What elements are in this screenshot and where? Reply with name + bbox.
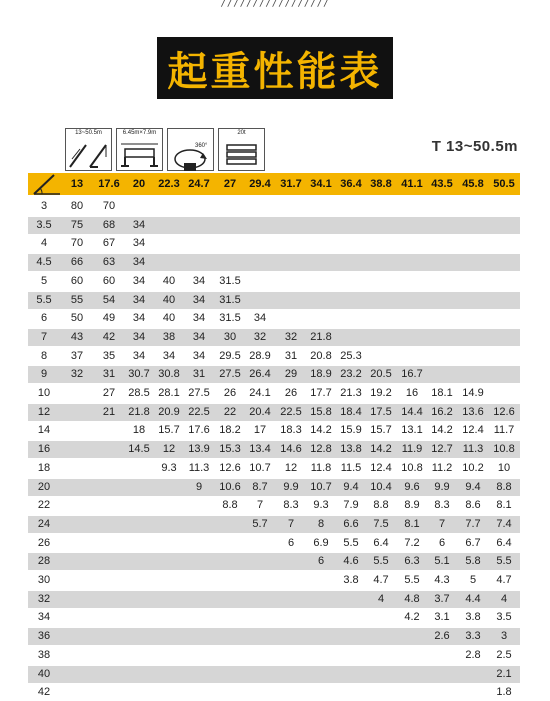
load-cell: 67 xyxy=(102,237,116,250)
load-cell: 12.6 xyxy=(493,405,515,418)
load-cell: 20.9 xyxy=(158,405,180,418)
load-cell: 18.9 xyxy=(310,368,332,381)
load-cell: 70 xyxy=(70,237,84,250)
load-cell: 12.6 xyxy=(219,461,241,474)
load-cell: 3 xyxy=(500,630,508,643)
load-cell: 10.6 xyxy=(219,480,241,493)
header-cell: 36.4 xyxy=(340,178,362,190)
load-cell: 27 xyxy=(102,387,116,399)
load-cell: 22 xyxy=(223,405,237,418)
load-cell: 34 xyxy=(132,330,146,343)
load-cell: 28.1 xyxy=(158,387,180,399)
rotation-360-icon xyxy=(167,128,214,171)
load-cell: 12.7 xyxy=(431,443,453,456)
radius-cell: 3.5 xyxy=(36,218,52,231)
load-cell: 18.1 xyxy=(431,387,453,399)
load-cell: 26.4 xyxy=(249,368,271,381)
load-cell: 63 xyxy=(102,256,116,269)
load-cell: 12.8 xyxy=(310,443,332,456)
radius-cell: 4.5 xyxy=(36,256,52,269)
load-cell: 8.8 xyxy=(222,499,238,512)
header-cell: 34.1 xyxy=(310,178,332,190)
load-cell: 7.7 xyxy=(465,517,481,530)
load-cell: 12 xyxy=(162,443,176,456)
load-cell: 11.3 xyxy=(462,443,484,456)
header-cell: 13 xyxy=(70,178,84,190)
load-cell: 3.5 xyxy=(496,611,512,624)
load-cell: 14.4 xyxy=(401,405,423,418)
load-cell: 21.3 xyxy=(340,387,362,399)
load-cell: 21.8 xyxy=(310,330,332,343)
load-cell: 6 xyxy=(438,536,446,549)
radius-cell: 24 xyxy=(37,517,51,530)
load-cell: 9.6 xyxy=(404,480,420,493)
load-cell: 29.5 xyxy=(219,349,241,362)
load-cell: 16 xyxy=(405,387,419,399)
radius-cell: 4 xyxy=(40,237,48,250)
load-cell: 3.3 xyxy=(465,630,481,643)
load-cell: 43 xyxy=(70,330,84,343)
load-cell: 12.4 xyxy=(370,461,392,474)
radius-cell: 7 xyxy=(40,330,48,343)
load-cell: 8.6 xyxy=(465,499,481,512)
boom-length-icon xyxy=(65,128,112,171)
load-cell: 8.1 xyxy=(404,517,420,530)
load-cell: 13.1 xyxy=(401,424,423,437)
load-cell: 10.7 xyxy=(310,480,332,493)
load-cell: 4.8 xyxy=(404,592,420,605)
load-cell: 6.6 xyxy=(343,517,359,530)
table-row xyxy=(28,684,520,701)
load-cell: 8.7 xyxy=(252,480,268,493)
radius-cell: 38 xyxy=(37,648,51,661)
load-cell: 15.7 xyxy=(158,424,180,437)
load-cell: 27.5 xyxy=(219,368,241,381)
load-cell: 20.4 xyxy=(249,405,271,418)
radius-cell: 9 xyxy=(40,368,48,381)
load-cell: 66 xyxy=(70,256,84,269)
load-cell: 34 xyxy=(192,349,206,362)
load-cell: 38 xyxy=(162,330,176,343)
load-cell: 7.5 xyxy=(373,517,389,530)
load-cell: 32 xyxy=(253,330,267,343)
load-cell: 3.8 xyxy=(465,611,481,624)
load-cell: 17.6 xyxy=(188,424,210,437)
load-cell: 8.1 xyxy=(496,499,512,512)
load-cell: 7.9 xyxy=(343,499,359,512)
radius-cell: 5.5 xyxy=(36,293,52,306)
radius-cell: 6 xyxy=(40,312,48,325)
load-cell: 10.8 xyxy=(401,461,423,474)
load-cell: 4.2 xyxy=(404,611,420,624)
load-cell: 9.9 xyxy=(434,480,450,493)
boom-range-label: T 13~50.5m xyxy=(431,138,518,155)
load-cell: 21.8 xyxy=(128,405,150,418)
counterweight-label: 20t xyxy=(237,130,246,136)
load-cell: 15.3 xyxy=(219,443,241,456)
load-cell: 6.4 xyxy=(373,536,389,549)
load-cell: 14.5 xyxy=(128,443,150,456)
load-cell: 7 xyxy=(287,517,295,530)
load-cell: 13.8 xyxy=(340,443,362,456)
load-cell: 5.1 xyxy=(434,555,450,568)
load-cell: 2.8 xyxy=(465,648,481,661)
load-cell: 20.5 xyxy=(370,368,392,381)
load-cell: 8.3 xyxy=(434,499,450,512)
load-cell: 20.8 xyxy=(310,349,332,362)
radius-cell: 32 xyxy=(37,592,51,605)
load-cell: 37 xyxy=(70,349,84,362)
load-cell: 10.8 xyxy=(493,443,515,456)
load-cell: 35 xyxy=(102,349,116,362)
load-cell: 42 xyxy=(102,330,116,343)
load-cell: 5.8 xyxy=(465,555,481,568)
load-cell: 4.4 xyxy=(465,592,481,605)
load-cell: 54 xyxy=(102,293,116,306)
load-cell: 6.7 xyxy=(465,536,481,549)
counterweight-icon xyxy=(218,128,265,171)
load-cell: 18.3 xyxy=(280,424,302,437)
load-cell: 8.8 xyxy=(373,499,389,512)
load-cell: 5 xyxy=(469,574,477,586)
load-cell: 31 xyxy=(284,349,298,362)
load-cell: 4.7 xyxy=(373,574,389,586)
load-cell: 8.8 xyxy=(496,480,512,493)
load-cell: 31.5 xyxy=(219,312,241,325)
header-cell: 17.6 xyxy=(98,178,120,190)
header-cell: 50.5 xyxy=(493,178,515,190)
load-cell: 11.3 xyxy=(188,461,210,474)
header-cell: 41.1 xyxy=(401,178,423,190)
load-cell: 34 xyxy=(132,293,146,306)
load-cell: 50 xyxy=(70,312,84,325)
load-cell: 3.7 xyxy=(434,592,450,605)
load-cell: 26 xyxy=(284,387,298,399)
header-cell: 22.3 xyxy=(158,178,180,190)
load-cell: 32 xyxy=(70,368,84,381)
load-cell: 16.2 xyxy=(431,405,453,418)
load-cell: 30 xyxy=(223,330,237,343)
load-cell: 28.9 xyxy=(249,349,271,362)
load-cell: 14.2 xyxy=(431,424,453,437)
header-cell: 38.8 xyxy=(370,178,392,190)
load-cell: 6.9 xyxy=(313,536,329,549)
load-cell: 6.3 xyxy=(404,555,420,568)
load-cell: 26 xyxy=(223,387,237,399)
load-cell: 11.2 xyxy=(431,461,453,474)
load-cell: 5.7 xyxy=(252,517,268,530)
load-cell: 22.5 xyxy=(280,405,302,418)
header-cell: 31.7 xyxy=(280,178,302,190)
load-cell: 34 xyxy=(132,218,146,231)
radius-cell: 8 xyxy=(40,349,48,362)
load-cell: 19.2 xyxy=(370,387,392,399)
load-cell: 6 xyxy=(287,536,295,549)
load-cell: 4 xyxy=(377,592,385,605)
load-cell: 10.2 xyxy=(462,461,484,474)
radius-cell: 16 xyxy=(37,443,51,456)
load-cell: 3.8 xyxy=(343,574,359,586)
load-cell: 34 xyxy=(132,256,146,269)
radius-cell: 10 xyxy=(37,387,51,399)
load-cell: 31.5 xyxy=(219,274,241,287)
load-cell: 9.3 xyxy=(161,461,177,474)
radius-cell: 34 xyxy=(37,611,51,624)
load-cell: 9.9 xyxy=(283,480,299,493)
radius-cell: 36 xyxy=(37,630,51,643)
load-cell: 8 xyxy=(317,517,325,530)
load-cell: 60 xyxy=(70,274,84,287)
load-cell: 15.9 xyxy=(340,424,362,437)
load-cell: 40 xyxy=(162,293,176,306)
load-cell: 28.5 xyxy=(128,387,150,399)
load-cell: 34 xyxy=(192,293,206,306)
load-cell: 68 xyxy=(102,218,116,231)
load-cell: 7 xyxy=(438,517,446,530)
outrigger-span-label: 6.45m×7.9m xyxy=(122,130,157,136)
load-cell: 4 xyxy=(500,592,508,605)
load-cell: 34 xyxy=(132,349,146,362)
load-cell: 2.6 xyxy=(434,630,450,643)
load-cell: 29 xyxy=(284,368,298,381)
radius-cell: 3 xyxy=(40,200,48,212)
load-cell: 8.3 xyxy=(283,499,299,512)
load-cell: 6 xyxy=(317,555,325,568)
load-cell: 14.6 xyxy=(280,443,302,456)
load-cell: 2.1 xyxy=(496,667,512,680)
load-cell: 10.7 xyxy=(249,461,271,474)
load-cell: 4.7 xyxy=(496,574,512,586)
load-cell: 16.7 xyxy=(401,368,423,381)
load-cell: 11.7 xyxy=(493,424,515,437)
load-cell: 49 xyxy=(102,312,116,325)
load-cell: 34 xyxy=(162,349,176,362)
load-cell: 11.9 xyxy=(401,443,423,456)
header-cell: 24.7 xyxy=(188,178,210,190)
load-cell: 4.6 xyxy=(343,555,359,568)
load-cell: 40 xyxy=(162,274,176,287)
load-cell: 9.4 xyxy=(343,480,359,493)
radius-cell: 40 xyxy=(37,667,51,680)
load-cell: 13.6 xyxy=(462,405,484,418)
load-cell: 6.4 xyxy=(496,536,512,549)
load-cell: 34 xyxy=(192,274,206,287)
header-cell: 27 xyxy=(223,178,237,190)
load-cell: 13.4 xyxy=(249,443,271,456)
load-cell: 22.5 xyxy=(188,405,210,418)
boom-angle-icon xyxy=(30,172,64,196)
load-cell: 10.4 xyxy=(370,480,392,493)
load-cell: 18 xyxy=(132,424,146,437)
load-cell: 9.3 xyxy=(313,499,329,512)
load-cell: 32 xyxy=(284,330,298,343)
load-cell: 34 xyxy=(132,274,146,287)
load-cell: 18.4 xyxy=(340,405,362,418)
load-cell: 4.3 xyxy=(434,574,450,586)
load-cell: 15.7 xyxy=(370,424,392,437)
radius-cell: 12 xyxy=(37,405,51,418)
load-cell: 10 xyxy=(497,461,511,474)
load-cell: 30.8 xyxy=(158,368,180,381)
title-banner xyxy=(157,37,393,99)
load-cell: 31.5 xyxy=(219,293,241,306)
load-cell: 21 xyxy=(102,405,116,418)
load-cell: 34 xyxy=(192,312,206,325)
radius-cell: 22 xyxy=(37,499,51,512)
radius-cell: 5 xyxy=(40,274,48,287)
load-cell: 17.5 xyxy=(370,405,392,418)
radius-cell: 30 xyxy=(37,574,51,586)
load-cell: 11.5 xyxy=(340,461,362,474)
load-cell: 14.2 xyxy=(310,424,332,437)
load-cell: 17.7 xyxy=(310,387,332,399)
load-cell: 31 xyxy=(192,368,206,381)
load-cell: 1.8 xyxy=(496,686,512,699)
load-cell: 55 xyxy=(70,293,84,306)
outrigger-span-icon xyxy=(116,128,163,171)
load-cell: 17 xyxy=(253,424,267,437)
load-cell: 34 xyxy=(132,237,146,250)
radius-cell: 14 xyxy=(37,424,51,437)
spec-icons xyxy=(65,128,265,171)
header-cell: 43.5 xyxy=(431,178,453,190)
load-cell: 7 xyxy=(256,499,264,512)
top-decoration: ///////////////// xyxy=(220,0,330,9)
load-cell: 60 xyxy=(102,274,116,287)
load-cell: 14.9 xyxy=(462,387,484,399)
radius-cell: 42 xyxy=(37,686,51,699)
table-row xyxy=(28,666,520,683)
radius-cell: 26 xyxy=(37,536,51,549)
load-cell: 34 xyxy=(192,330,206,343)
load-cell: 12.4 xyxy=(462,424,484,437)
load-cell: 34 xyxy=(132,312,146,325)
load-cell: 31 xyxy=(102,368,116,381)
load-cell: 11.8 xyxy=(310,461,332,474)
load-cell: 30.7 xyxy=(128,368,150,381)
header-cell: 45.8 xyxy=(462,178,484,190)
load-cell: 25.3 xyxy=(340,349,362,362)
load-cell: 18.2 xyxy=(219,424,241,437)
load-cell: 2.5 xyxy=(496,648,512,661)
load-cell: 5.5 xyxy=(404,574,420,586)
load-cell: 5.5 xyxy=(373,555,389,568)
load-cell: 8.9 xyxy=(404,499,420,512)
boom-length-label: 13~50.5m xyxy=(75,130,102,136)
radius-cell: 20 xyxy=(37,480,51,493)
load-cell: 24.1 xyxy=(249,387,271,399)
load-cell: 5.5 xyxy=(496,555,512,568)
load-cell: 40 xyxy=(162,312,176,325)
load-cell: 9.4 xyxy=(465,480,481,493)
load-cell: 75 xyxy=(70,218,84,231)
load-cell: 14.2 xyxy=(370,443,392,456)
load-cell: 23.2 xyxy=(340,368,362,381)
header-cell: 20 xyxy=(132,178,146,190)
page-title: 起重性能表 xyxy=(167,48,383,95)
radius-cell: 18 xyxy=(37,461,51,474)
load-cell: 3.1 xyxy=(434,611,450,624)
load-cell: 5.5 xyxy=(343,536,359,549)
load-cell: 27.5 xyxy=(188,387,210,399)
svg-text:360°: 360° xyxy=(195,143,208,149)
radius-cell: 28 xyxy=(37,555,51,568)
load-cell: 7.2 xyxy=(404,536,420,549)
header-cell: 29.4 xyxy=(249,178,271,190)
load-cell: 70 xyxy=(102,200,116,212)
load-cell: 13.9 xyxy=(188,443,210,456)
load-cell: 34 xyxy=(253,312,267,325)
load-cell: 80 xyxy=(70,200,84,212)
load-cell: 12 xyxy=(284,461,298,474)
load-cell: 9 xyxy=(195,480,203,493)
load-cell: 7.4 xyxy=(496,517,512,530)
load-cell: 15.8 xyxy=(310,405,332,418)
table-row xyxy=(28,647,520,664)
